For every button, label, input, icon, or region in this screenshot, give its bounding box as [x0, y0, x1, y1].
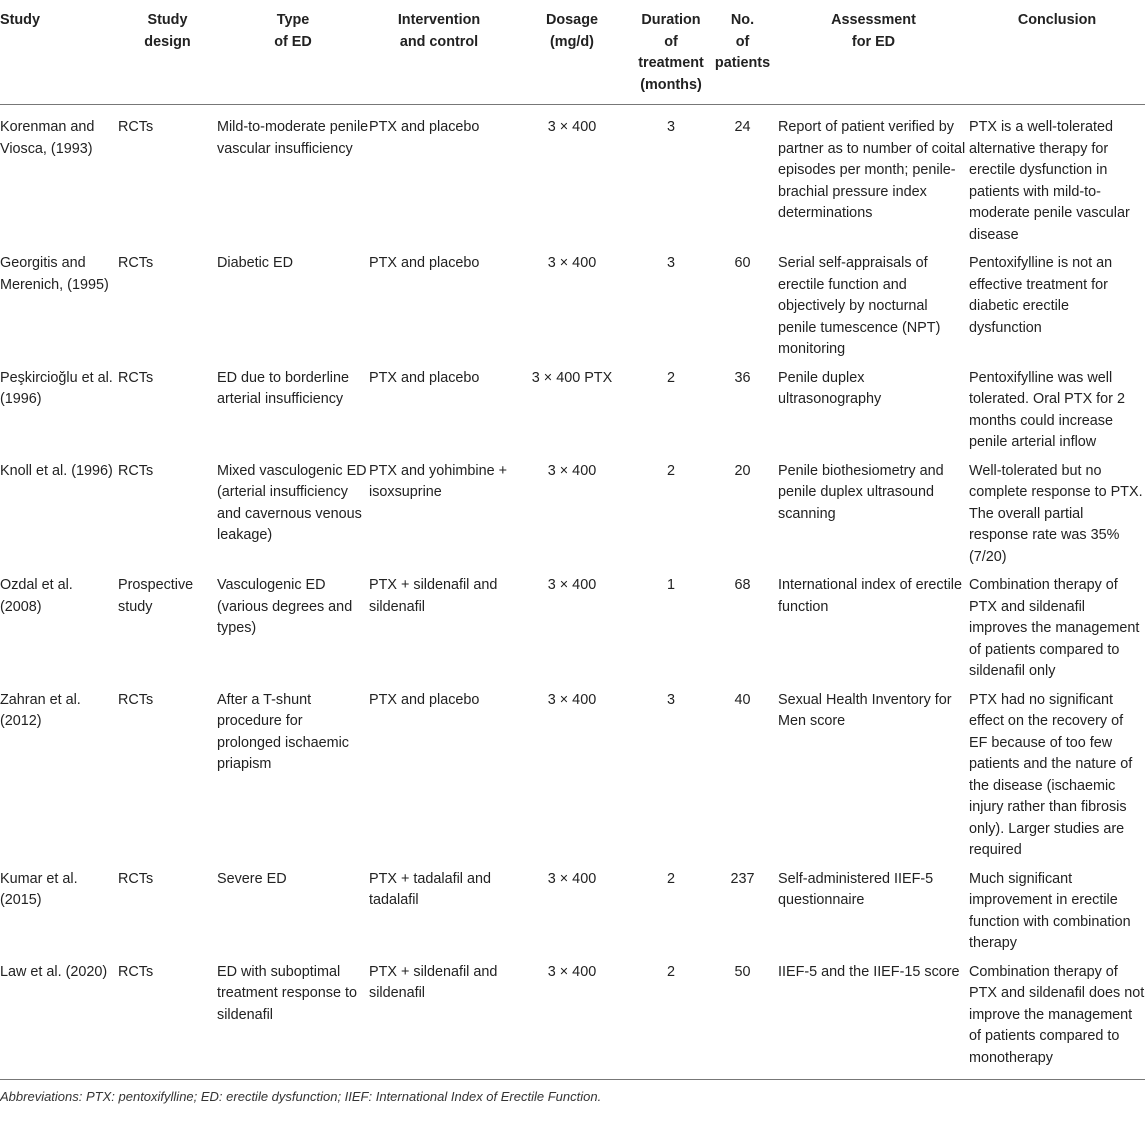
header-design: Study design: [118, 0, 217, 105]
cell-dosage: 3 × 400: [547, 462, 597, 479]
cell-patients: 36: [734, 369, 751, 386]
cell-duration: 2: [666, 369, 675, 386]
table-row: [0, 105, 1145, 254]
cell-study: Ozdal et al. (2008): [0, 577, 73, 615]
cell-duration: 3: [666, 255, 675, 271]
cell-assessment: IIEF-5 and the IIEF-15 score: [778, 962, 969, 1080]
table-footnote: Abbreviations: PTX: pentoxifylline; ED: erectile dysfunction; IIEF: International Index of Erectile Function.: [0, 1089, 602, 1104]
cell-conclusion: Much significant improvement in erectile function with combination therapy: [969, 870, 1131, 951]
cell-duration: 2: [635, 962, 707, 1080]
header-conclusion: Conclusion: [969, 0, 1145, 105]
table-header: [0, 0, 1145, 105]
cell-type: Severe ED: [217, 870, 287, 887]
cell-assessment: International index of erectile function: [778, 577, 962, 615]
cell-patients: 20: [734, 462, 751, 479]
cell-assessment: Report of patient verified by partner as to number of coital episodes per month; penile-brachial pressure index determinations: [778, 119, 966, 221]
table-row: [0, 962, 1145, 1080]
cell-assessment: Sexual Health Inventory for Men score: [778, 691, 952, 729]
header-intervention: Intervention and control: [369, 0, 509, 105]
cell-intervention: PTX and yohimbine + isoxsuprine: [369, 462, 507, 500]
table-row: [0, 575, 1145, 690]
cell-type: Vasculogenic ED (various degrees and types): [217, 577, 353, 636]
cell-assessment: Serial self-appraisals of erectile function and objectively by nocturnal penile tumescence (NPT) monitoring: [778, 255, 941, 357]
cell-intervention: PTX + sildenafil and sildenafil: [369, 577, 498, 615]
cell-patients: 68: [734, 577, 751, 593]
table-row: [0, 253, 1145, 368]
cell-design: RCTs: [118, 870, 154, 887]
cell-design: RCTs: [118, 962, 217, 1080]
cell-study: Georgitis and Merenich, (1995): [0, 255, 109, 293]
cell-conclusion: Well-tolerated but no complete response to PTX. The overall partial response rate was 35% (7/20): [969, 462, 1143, 565]
cell-intervention: PTX and placebo: [369, 255, 480, 271]
header-patients: No. of patients: [707, 0, 778, 105]
cell-dosage: 3 × 400: [509, 962, 635, 1080]
header-duration: Duration of treatment (months): [635, 0, 707, 105]
table-row: [0, 869, 1145, 962]
cell-design: RCTs: [118, 462, 154, 479]
cell-patients: 60: [734, 255, 751, 271]
cell-conclusion: Pentoxifylline was well tolerated. Oral PTX for 2 months could increase penile arterial inflow: [969, 369, 1125, 450]
cell-duration: 3: [666, 691, 675, 708]
cell-study: Law et al. (2020): [0, 962, 118, 1080]
header-study: Study: [0, 0, 118, 105]
table-body: [0, 105, 1145, 1080]
cell-conclusion: PTX is a well-tolerated alternative therapy for erectile dysfunction in patients with mild-to-moderate penile vascular disease: [969, 119, 1130, 243]
cell-design: RCTs: [118, 255, 154, 271]
cell-type: Mixed vasculogenic ED (arterial insufficiency and cavernous venous leakage): [217, 462, 367, 543]
cell-patients: 50: [707, 962, 778, 1080]
cell-conclusion: PTX had no significant effect on the recovery of EF because of too few patients and the nature of the disease (ischaemic injury rather than fibrosis only). Larger studies are required: [969, 691, 1133, 858]
cell-assessment: Self-administered IIEF-5 questionnaire: [778, 870, 934, 908]
cell-type: Diabetic ED: [217, 255, 293, 271]
cell-intervention: PTX and placebo: [369, 119, 480, 135]
cell-patients: 24: [734, 119, 751, 135]
cell-assessment: Penile duplex ultrasonography: [778, 369, 882, 407]
cell-patients: 237: [730, 870, 755, 887]
cell-study: Knoll et al. (1996): [0, 462, 113, 479]
cell-study: Kumar et al. (2015): [0, 870, 78, 908]
cell-design: Prospective study: [118, 577, 194, 615]
cell-intervention: PTX + tadalafil and tadalafil: [369, 870, 491, 908]
cell-conclusion: Combination therapy of PTX and sildenafil does not improve the management of patients compared to monotherapy: [969, 962, 1145, 1080]
cell-design: RCTs: [118, 369, 154, 386]
cell-type: After a T-shunt procedure for prolonged ischaemic priapism: [217, 691, 349, 772]
cell-intervention: PTX and placebo: [369, 691, 480, 708]
table-row: [0, 461, 1145, 576]
cell-type: ED with suboptimal treatment response to sildenafil: [217, 962, 369, 1080]
cell-intervention: PTX and placebo: [369, 369, 480, 386]
cell-duration: 2: [666, 462, 675, 479]
cell-patients: 40: [734, 691, 751, 708]
cell-study: Peşkircioğlu et al. (1996): [0, 369, 113, 407]
cell-dosage: 3 × 400: [547, 577, 597, 593]
cell-type: Mild-to-moderate penile vascular insufficiency: [217, 119, 369, 157]
header-type: Type of ED: [217, 0, 369, 105]
cell-conclusion: Combination therapy of PTX and sildenafil improves the management of patients compared to sildenafil only: [969, 577, 1140, 679]
cell-assessment: Penile biothesiometry and penile duplex ultrasound scanning: [778, 462, 944, 522]
cell-dosage: 3 × 400: [547, 691, 597, 708]
cell-study: Zahran et al. (2012): [0, 691, 81, 729]
header-dosage: Dosage (mg/d): [509, 0, 635, 105]
cell-dosage: 3 × 400: [547, 119, 597, 135]
cell-conclusion: Pentoxifylline is not an effective treatment for diabetic erectile dysfunction: [969, 255, 1113, 336]
header-assessment: Assessment for ED: [778, 0, 969, 105]
cell-study: Korenman and Viosca, (1993): [0, 119, 95, 157]
cell-duration: 3: [666, 119, 675, 135]
cell-type: ED due to borderline arterial insufficiency: [217, 369, 349, 407]
table-row: [0, 368, 1145, 461]
cell-duration: 2: [666, 870, 675, 887]
header-row: [0, 0, 1145, 105]
cell-duration: 1: [666, 577, 675, 593]
cell-dosage: 3 × 400: [547, 255, 597, 271]
cell-design: RCTs: [118, 691, 154, 708]
cell-dosage: 3 × 400 PTX: [531, 369, 613, 386]
cell-dosage: 3 × 400: [547, 870, 597, 887]
cell-design: RCTs: [118, 119, 154, 135]
cell-intervention: PTX + sildenafil and sildenafil: [369, 962, 509, 1080]
table-row: [0, 690, 1145, 869]
